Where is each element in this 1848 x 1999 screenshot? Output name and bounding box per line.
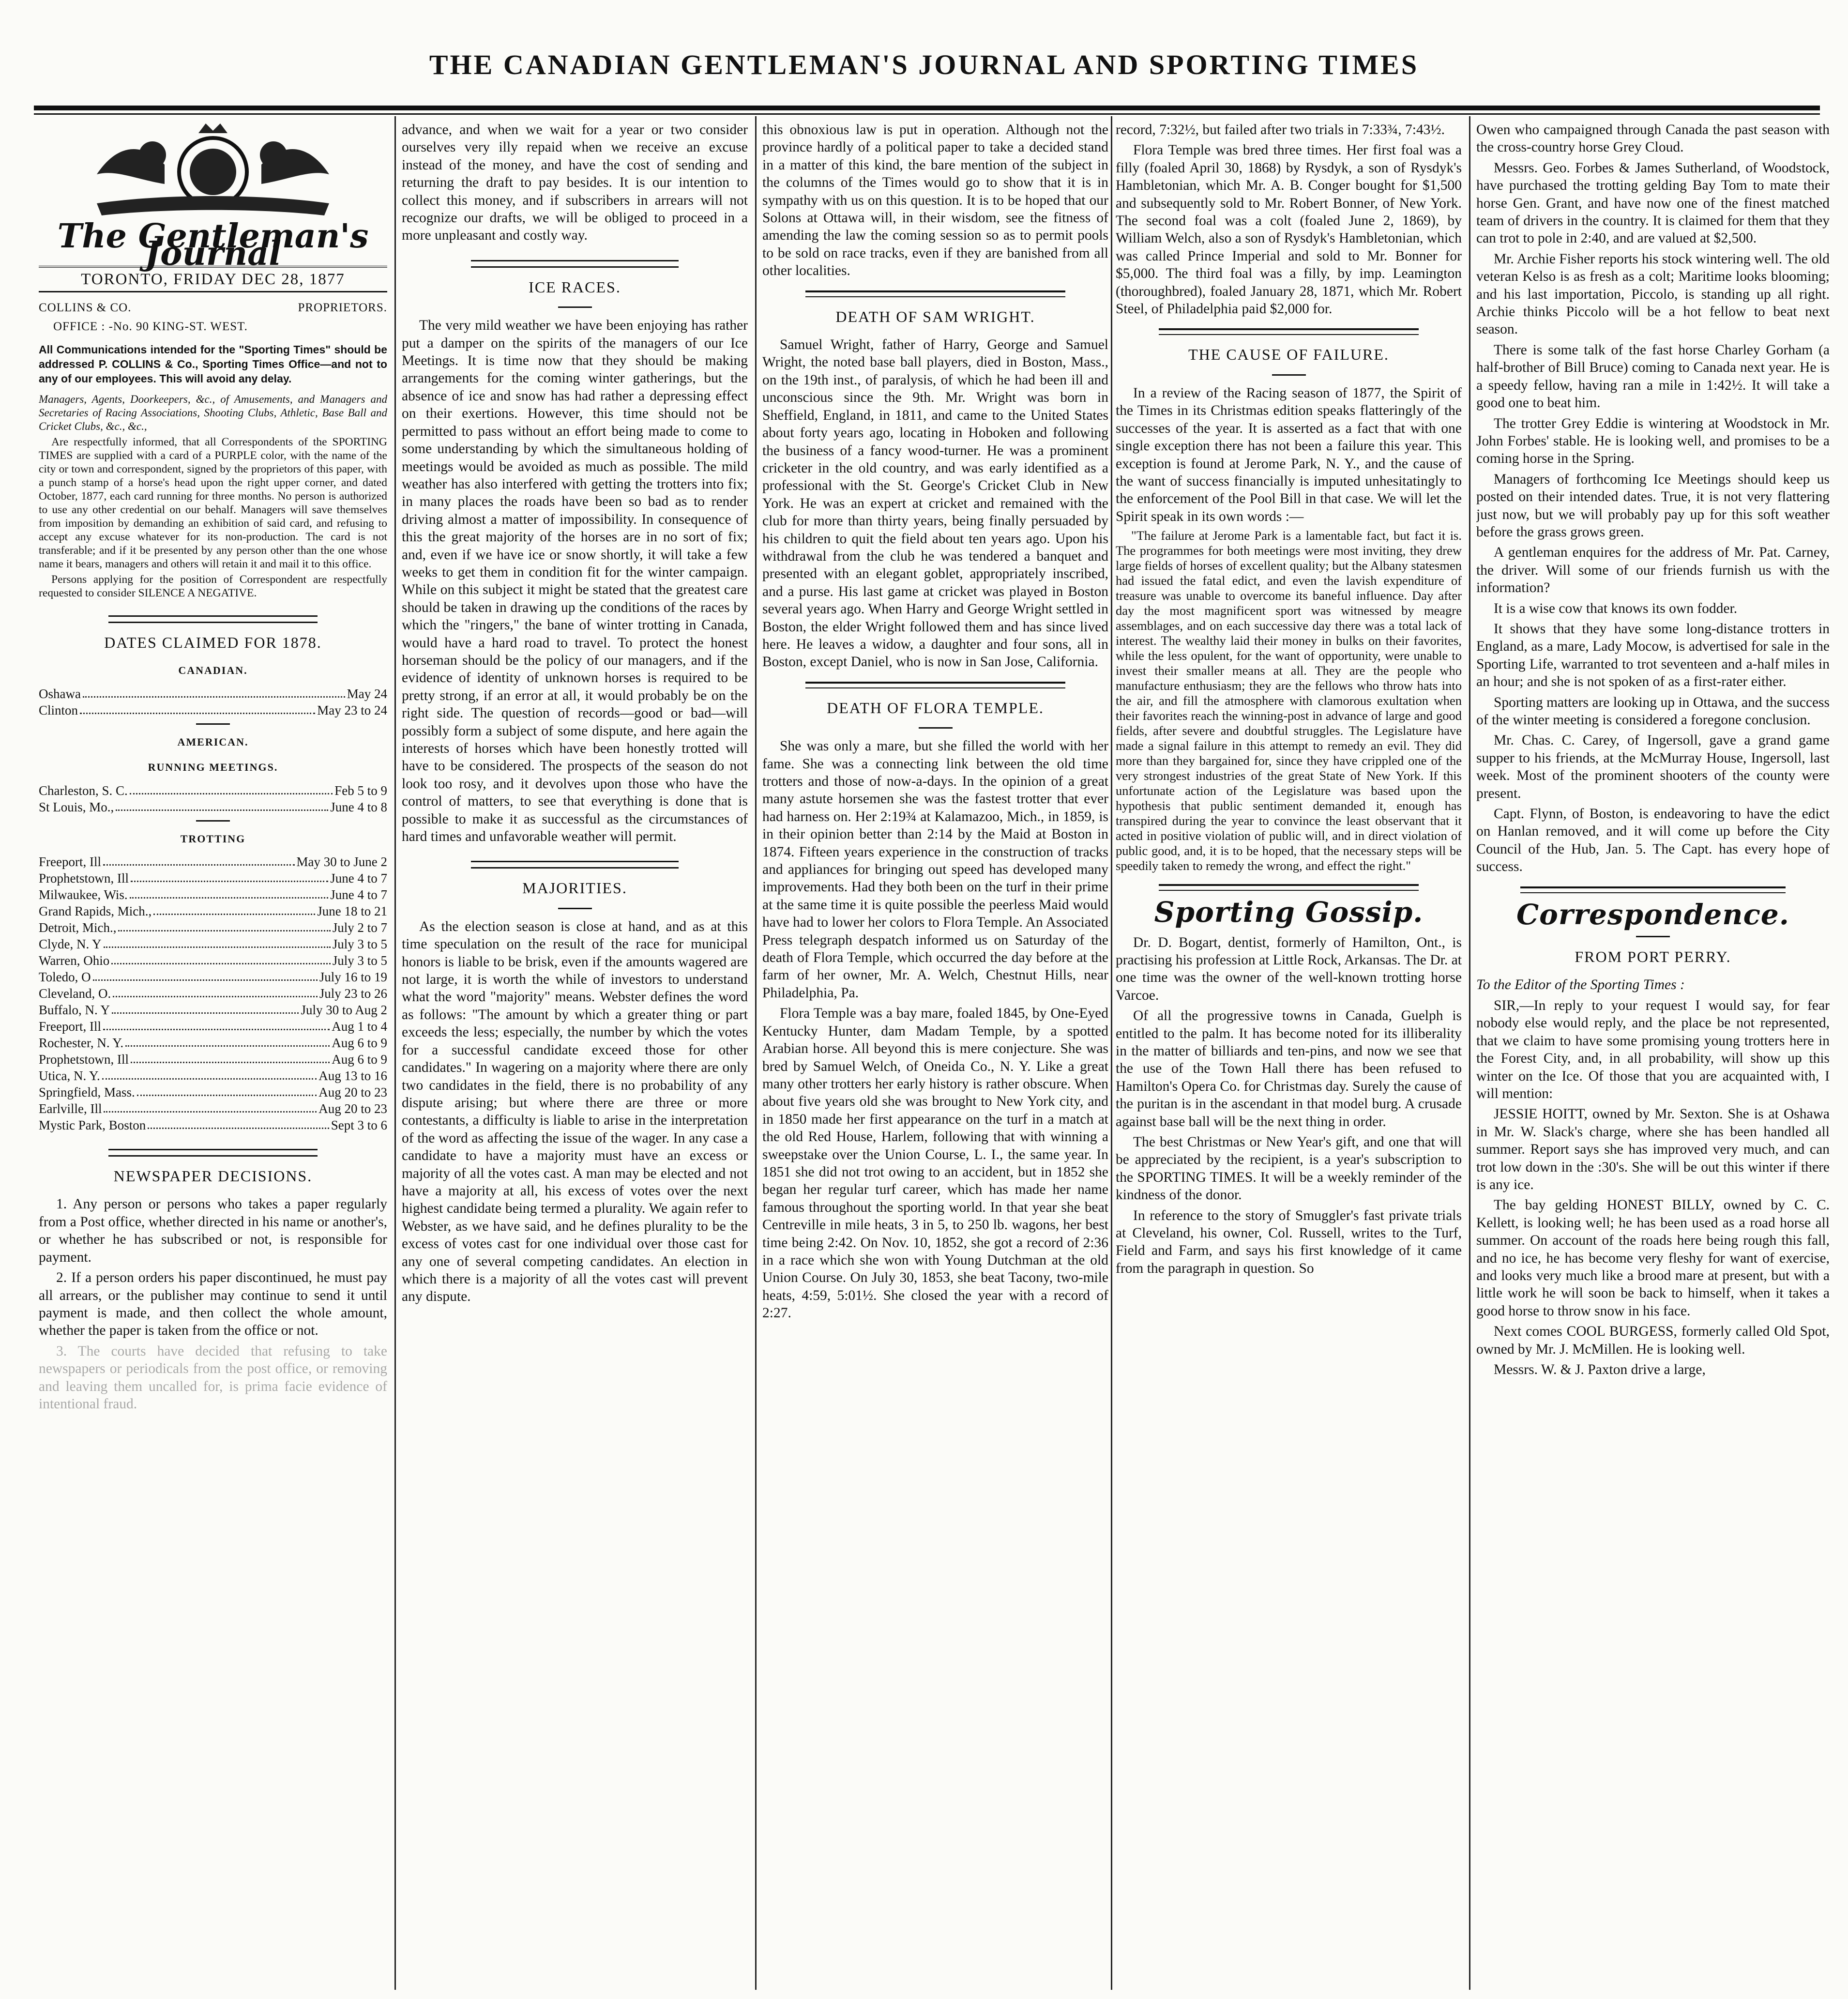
dot-leader <box>111 952 330 964</box>
dot-leader <box>116 799 328 811</box>
section-rule <box>471 861 679 869</box>
dot-leader <box>112 1002 299 1014</box>
dot-leader <box>130 782 333 794</box>
date-range: June 4 to 7 <box>330 887 387 902</box>
dot-leader <box>104 936 331 948</box>
date-claimed-row <box>39 799 387 815</box>
majorities-body: As the election season is close at hand, and as at this time speculation on the result of the race for municipal honors is liable to be brisk, even if the amounts wagered are not large, it is worth the while of investors to understand what the word "majority" means. Webster defines the word as follows: "The amount by which a greater thing or part exceeds the less; especially, the number by which the votes for a successful candidate exceed those for other candidates." In wagering on a majority where there are only two candidates in the field, there is no probability of any dispute arising; but where there are three or more contestants, a difficulty is liable to arise in the interpretation of the word as affecting the issue of the wager. In any case a candidate to have a majority must have an excess or majority of all the votes cast. A man may be elected and not have a majority at all, his excess of votes over the next highest candidate being termed a plurality. We again refer to Webster, as we have said, and he defines plurality to be the excess of votes cast for one individual over those cast for any one of several competing candidates. An election in which there is a majority of all the votes cast will prevent any dispute. <box>402 918 748 1305</box>
gossip-fisher: Mr. Archie Fisher reports his stock wintering well. The old veteran Kelso is as fresh as a colt; Maritime looks blooming; and his last importation, Piccolo, is standing up all right. Archie thinks Piccolo will be a hot fellow to beat next season. <box>1476 251 1830 337</box>
date-claimed-row <box>39 1100 387 1117</box>
date-place: Detroit, Mich., <box>39 920 117 935</box>
date-range: Aug 20 to 23 <box>318 1101 387 1116</box>
column-2 <box>402 121 748 1990</box>
date-range: Aug 1 to 4 <box>332 1019 387 1034</box>
date-place: Utica, N. Y. <box>39 1068 100 1083</box>
decision-2: 2. If a person orders his paper discontinued, he must pay all arrears, or the publisher may continue to send it until payment is made, and then collect the whole amount, whether the paper is taken from the office or not. <box>39 1270 387 1339</box>
dot-leader <box>103 1018 330 1030</box>
column-divider <box>1469 116 1470 1990</box>
dot-leader <box>83 686 345 698</box>
grey-cloud-paragraph: Owen who campaigned through Canada the past season with the cross-country horse Grey Cloud. <box>1476 122 1830 155</box>
masthead-rule-thin <box>34 113 1820 115</box>
date-claimed-row <box>39 952 387 969</box>
record-paragraph: record, 7:32½, but failed after two trials in 7:33¾, 7:43½. <box>1116 122 1445 137</box>
date-place: Cleveland, O. <box>39 986 111 1001</box>
section-rule <box>108 615 318 623</box>
cause-of-failure-body: In a review of the Racing season of 1877, the Spirit of the Times in its Christmas edition speaks flatteringly of the successes of the year. It is asserted as a fact that with one single exception there has not been a failure this year. This exception is found at Jerome Park, N. Y., and the cause of the want of success financially is imputed unhesitatingly to the enforcement of the Pool Bill in that case. We will let the Spirit speak in its own words :— <box>1116 385 1462 524</box>
column-5 <box>1476 121 1830 1990</box>
dot-leader <box>148 1117 329 1129</box>
column-divider <box>1111 116 1112 1990</box>
correspondence-heading: Correspondence. <box>1516 898 1789 931</box>
letter-body-5: Messrs. W. & J. Paxton drive a large, <box>1494 1362 1706 1377</box>
date-range: June 4 to 8 <box>330 799 387 814</box>
date-place: Oshawa <box>39 686 81 701</box>
date-claimed-row <box>39 1084 387 1100</box>
masthead: THE CANADIAN GENTLEMAN'S JOURNAL AND SPORTING TIMES <box>429 49 1419 80</box>
date-place: Milwaukee, Wis. <box>39 887 128 902</box>
date-place: Prophetstown, Ill <box>39 1052 129 1067</box>
divider <box>196 723 230 725</box>
date-claimed-row <box>39 1051 387 1068</box>
canadian-label: CANADIAN. <box>178 664 248 677</box>
running-dates-list <box>39 782 387 815</box>
dates-claimed-heading: DATES CLAIMED FOR 1878. <box>104 634 322 652</box>
arrears-paragraph: advance, and when we wait for a year or two consider ourselves very illy repaid when we receive an excuse instead of the money, and have the cost of sending and returning the draft to pay besides. It is our intention to collect this money, and if subscribers in arrears will not recognize our drafts, we will be obliged to proceed in a more unpleasant and costly way. <box>402 122 748 244</box>
date-claimed-row <box>39 686 387 702</box>
proprietors-name: COLLINS & CO. <box>39 301 132 315</box>
flora-temple-body-2: Flora Temple was a bay mare, foaled 1845, by One-Eyed Kentucky Hunter, dam Madam Temple, by a spotted Arabian horse. All beyond this is mere conjecture. She was bred by Samuel Welch, of Oneida Co., N. Y. Like a great many other trotters her early history is rather obscure. When about five years old she was brought to New York city, and in 1850 made her first appearance on the turf in a match at the old Red House, Harlem, following that with winning a sweepstake over the Union Course, L. I., the same year. In 1851 she did not trot owing to an accident, but in 1852 she began her regular turf career, which has made her name famous throughout the sporting world. In that year she beat Centreville in mile heats, 3 in 5, to 250 lb. wagons, her best time being 2:42. On Nov. 10, 1852, she got a record of 2:36 in a race which she won with Young Dutchman at the old Union Course. On July 30, 1853, she beat Tacony, two-mile heats, 4:59, 5:01½. She closed the year with a record of 2:27. <box>762 1006 1108 1321</box>
divider <box>1272 374 1306 376</box>
date-place: Freeport, Ill <box>39 1019 101 1034</box>
office-address: OFFICE : -No. 90 KING-ST. WEST. <box>53 320 248 333</box>
dot-leader <box>153 903 315 915</box>
sam-wright-body: Samuel Wright, father of Harry, George and Samuel Wright, the noted base ball players, died in Boston, Mass., on the 19th inst., of paralysis, of which he had been ill and unconscious since the 9th. Mr. Wright was born in Sheffield, England, in 1811, and came to the United States about forty years ago, locating in Hoboken and following the business of a fancy wood-turner. He was a prominent cricketer in the old country, and was early identified as a professional with the St. George's Cricket Club in New York. He was an expert at cricket and remained with the club for more than thirty years, being finally persuaded by his children to quit the field about ten years ago. Upon his withdrawal from the club he was tendered a banquet and presented with an elegant goblet, appropriately inscribed, and a purse. His last game at cricket was played in Boston several years ago. When Harry and George Wright settled in Boston, the elder Wright followed them and has since lived here. He leaves a widow, a daughter and four sons, all in Boston, except Daniel, who is now in San Jose, California. <box>762 337 1108 670</box>
date-range: July 2 to 7 <box>332 920 387 935</box>
date-range: July 3 to 5 <box>332 953 387 968</box>
running-meetings-label: RUNNING MEETINGS. <box>148 761 278 774</box>
dot-leader <box>93 969 318 981</box>
date-place: Buffalo, N. Y <box>39 1003 110 1018</box>
date-place: Warren, Ohio <box>39 953 110 968</box>
newspaper-decisions-heading: NEWSPAPER DECISIONS. <box>113 1167 313 1185</box>
canadian-dates-list <box>39 686 387 718</box>
flora-bred-paragraph: Flora Temple was bred three times. Her first foal was a filly (foaled April 30, 1868) by Rysdyk, a son of Rysdyk's Hambletonian, which Mr. A. B. Conger bought for $1,500 and subsequently sold to Mr. Robert Bonner, of New York. The second foal was a colt (foaled June 2, 1869), by William Welch, also a son of Rysdyk's Hambletonian, which was called Prince Imperial and sold to Mr. Bonner for $5,000. The third foal was a filly, by imp. Leamington (thoroughbred), foaled January 28, 1871, which Mr. Robert Steel, of Philadelphia paid $2,000 for. <box>1116 142 1462 317</box>
gossip-item-3: The best Christmas or New Year's gift, and one that will be appreciated by the recipient, is a year's subscription to the SPORTING TIMES. It will be a weekly reminder of the kindness of the donor. <box>1116 1134 1462 1203</box>
divider <box>1636 936 1670 937</box>
date-place: Springfield, Mass. <box>39 1085 135 1100</box>
section-rule <box>108 1149 318 1157</box>
date-range: June 18 to 21 <box>317 904 387 919</box>
section-rule <box>1159 328 1418 335</box>
column-divider <box>755 116 757 1990</box>
date-range: May 30 to June 2 <box>296 855 387 870</box>
letter-body-3: The bay gelding HONEST BILLY, owned by C. C. Kellett, is looking well; he has been used as a road horse all summer. On account of the roads here being rough this fall, and no ice, he has become very fleshy for want of exercise, and looks very much like a brood mare at present, but with a little work he will soon be back to himself, when it takes a good horse to throw snow in his face. <box>1476 1197 1830 1319</box>
dot-leader <box>103 854 295 866</box>
trotting-dates-list <box>39 854 387 1133</box>
decision-1: 1. Any person or persons who takes a paper regularly from a Post office, whether directed in his name or another's, or whether he has subscribed or not, is responsible for payment. <box>39 1196 387 1265</box>
gossip-ottawa: Sporting matters are looking up in Ottawa, and the success of the winter meeting is considered a foregone conclusion. <box>1476 694 1830 728</box>
divider <box>558 908 592 909</box>
sporting-gossip-heading: Sporting Gossip. <box>1154 896 1424 929</box>
gossip-item-4: In reference to the story of Smuggler's fast private trials at Cleveland, his owner, Col. Russell, writes to the Turf, Field and Farm, and says his first knowledge of it came from the paragraph in question. So <box>1116 1207 1462 1276</box>
american-label: AMERICAN. <box>177 735 249 748</box>
ice-races-body: The very mild weather we have been enjoying has rather put a damper on the spirits of the managers of our Ice Meetings. It is time now that they should be making arrangements for the coming winter gatherings, but the absence of ice and snow has had rather a depressing effect on their exertions. However, this time should not be permitted to pass without an effort being made to come to some understanding by which the simultaneous holding of meetings would be avoided as much as possible. The mild weather has also interfered with getting the trotters into fix; in many places the roads have been so bad as to render driving almost a matter of impossibility. In consequence of this the great majority of the horses are in no sort of fix; and, even if we have ice or snow shortly, it will take a few weeks to get them in condition fit for the winter campaign. While on this subject it might be stated that the greatest care should be taken in drawing up the conditions of the races by which the "ringers," the bane of winter trotting in Canada, would have a hard road to travel. To protect the honest horseman should be the policy of our managers, and if the evidence of identity of unknown horses is required to be pretty strong, if an error at all, it would probably be on the right side. The question of records—good or bad—will possibly form a subject of some dispute, and here again the interests of horses which have been honestly trotted will have to be considered. The prospects of the season do not look too rosy, and it devolves upon those who have the control of matters, to see that everything is done that is possible to make it as successful as the circumstances of hard times and unfavorable weather will permit. <box>402 318 748 845</box>
gossip-carey: Mr. Chas. C. Carey, of Ingersoll, gave a grand game supper to his friends, at the McMurray House, Ingersoll, last week. Most of the prominent shooters of the county were present. <box>1476 732 1830 801</box>
section-rule <box>805 682 1065 688</box>
cause-of-failure-heading: THE CAUSE OF FAILURE. <box>1188 346 1389 364</box>
trotting-label: TROTTING <box>180 832 246 845</box>
gossip-item-2: Of all the progressive towns in Canada, Guelph is entitled to the palm. It has become noted for its illiberality in the matter of billiards and ten-pins, and now we see that the use of the Town Hall there has been refused to Hamilton's Opera Co. for Christmas day. Surely the cause of the puritan is in the ascendant in that model burg. A crusade against base ball will be the next thing in order. <box>1116 1008 1462 1129</box>
managers-heading: Managers, Agents, Doorkeepers, &c., of Amusements, and Managers and Secretaries of Racing Associations, Shooting Clubs, Athletic, Base Ball and Cricket Clubs, &c., &c., <box>39 393 387 433</box>
date-claimed-row <box>39 854 387 870</box>
ice-races-heading: ICE RACES. <box>529 278 621 296</box>
dot-leader <box>137 1084 317 1096</box>
section-rule <box>805 290 1065 297</box>
letter-body-4: Next comes COOL BURGESS, formerly called Old Spot, owned by Mr. J. McMillen. He is looking well. <box>1476 1324 1830 1357</box>
proprietors-line <box>39 299 387 317</box>
pool-law-paragraph: this obnoxious law is put in operation. Although not the province hardly of a political paper to take a decided stand in a matter of this kind, the bare mention of the subject in the columns of the Times would go to show that it is in sympathy with us on this question. It is to be hoped that our Solons at Ottawa will, in their wisdom, see the fitness of amending the law the coming session so as to permit pools to be sold on race tracks, even if they are banished from all other localities. <box>762 122 1108 279</box>
date-claimed-row <box>39 1035 387 1051</box>
date-place: Clyde, N. Y <box>39 937 102 952</box>
date-range: Feb 5 to 9 <box>334 783 387 798</box>
date-place: Prophetstown, Ill <box>39 871 129 886</box>
royal-arms-logo-icon <box>68 121 358 223</box>
date-place: Rochester, N. Y. <box>39 1036 124 1051</box>
gossip-long-distance: It shows that they have some long-distance trotters in England, as a mare, Lady Mocow, is advertised for sale in the Sporting Life, warranted to trot seventeen and a-half miles in an hour; and she is not spoken of as a first-rater either. <box>1476 621 1830 690</box>
column-4 <box>1116 121 1462 1990</box>
date-claimed-row <box>39 782 387 799</box>
date-place: Charleston, S. C. <box>39 783 128 798</box>
column-divider <box>394 116 396 1990</box>
dot-leader <box>131 870 328 882</box>
gossip-forbes: Messrs. Geo. Forbes & James Sutherland, of Woodstock, have purchased the trotting gelding Bay Tom to mate their horse Gen. Grant, and have now one of the finest matched team of drivers in the country. It is claimed for them that they can trot to pole in 2:40, and are valued at $2,500. <box>1476 160 1830 246</box>
date-claimed-row <box>39 985 387 1002</box>
letter-body-1: SIR,—In reply to your request I would say, for fear nobody else would reply, and the place be not represented, that we claim to have some promising young trotters here in the Forest City, and, in all probability, will show up this winter on the Ice. Of those that you are acquainted with, I will mention: <box>1476 997 1830 1101</box>
date-place: Clinton <box>39 702 78 717</box>
port-perry-heading: FROM PORT PERRY. <box>1575 948 1731 966</box>
flora-temple-heading: DEATH OF FLORA TEMPLE. <box>827 699 1044 717</box>
date-range: July 16 to 19 <box>319 970 387 985</box>
date-range: Aug 6 to 9 <box>332 1036 387 1051</box>
date-place: Toledo, O <box>39 970 91 985</box>
date-claimed-row <box>39 1018 387 1035</box>
date-claimed-row <box>39 702 387 718</box>
section-rule <box>471 260 679 268</box>
date-range: May 24 <box>347 686 387 701</box>
flora-temple-body-1: She was only a mare, but she filled the world with her fame. She was a connecting link between the old time trotters and those of now-a-days. In the opinion of a great many astute horsemen she was the fastest trotter that ever had harness on. Her 2:19¾ at Kalamazoo, Mich., in 1859, is in their opinion better than 2:14 by the Maid at Boston in 1874. Fifteen years experience in the construction of tracks and appliances for bringing out speed has developed many improvements. Had they both been on the turf in their prime at the same time it is quite possible the peerless Maid would have had to lower her colors to Flora Temple. An Associated Press telegraph despatch informed us on Saturday of the death of Flora Temple, which occurred the day before at the farm of her owner, Mr. A. Welch, Chestnut Hills, near Philadelphia, Pa. <box>762 738 1108 1001</box>
divider <box>196 820 230 822</box>
gossip-gorham: There is some talk of the fast horse Charley Gorham (a half-brother of Bill Bruce) coming to Canada next year. He is a speedy fellow, having ran a mile in 1:42½. It will take a good one to beat him. <box>1476 342 1830 411</box>
decision-3: 3. The courts have decided that refusing to take newspapers or periodicals from the post office, or removing and leaving them uncalled for, is prima facie evidence of intentional fraud. <box>39 1343 387 1412</box>
gossip-ice-meetings: Managers of forthcoming Ice Meetings should keep us posted on their intended dates. True, it is not very flattering just now, but we will probably pay up for this soft weather before the grass grows green. <box>1476 471 1830 540</box>
column-3 <box>762 121 1108 1990</box>
date-claimed-row <box>39 1068 387 1084</box>
date-claimed-row <box>39 903 387 919</box>
section-rule <box>1159 884 1418 891</box>
date-range: July 23 to 26 <box>319 986 387 1001</box>
dot-leader <box>131 1051 330 1063</box>
dateline: TORONTO, FRIDAY DEC 28, 1877 <box>39 266 387 292</box>
section-rule <box>1520 886 1786 893</box>
date-place: Earlville, Ill <box>39 1101 102 1116</box>
dot-leader <box>80 702 315 714</box>
date-claimed-row <box>39 969 387 985</box>
gossip-wise-cow: It is a wise cow that knows its own fodder. <box>1494 600 1738 616</box>
date-place: Mystic Park, Boston <box>39 1118 146 1133</box>
proprietors-label: PROPRIETORS. <box>298 301 387 315</box>
letter-salutation: To the Editor of the Sporting Times : <box>1476 977 1685 993</box>
gossip-item-1: Dr. D. Bogart, dentist, formerly of Hamilton, Ont., is practising his profession at Little Rock, Arkansas. The Dr. at one time was the owner of the well-known trotting horse Varcoe. <box>1116 934 1462 1003</box>
spirit-quote: "The failure at Jerome Park is a lamentable fact, but fact it is. The programmes for both meetings were most inviting, they drew large fields of horses of excellent quality; but the Albany statesmen had issued the fatal edict, and even the lavish expenditure of treasure was unable to overcome its baneful influence. Day after day the most magnificent sport was witnessed by meagre assemblages, and on each successive day there was a total lack of interest. The wealthy laid their money in bulks on their favorites, while the less opulent, for the want of opportunity, were unable to invest their smaller means at all. They are the people who manufacture enthusiasm; they are the fellows who throw hats into the air, and fill the atmosphere with clamorous exultation when their favorites reach the winning-post in advance of large and good fields, after severe and doubtful struggles. The Legislature have made a signal failure in this attempt to remedy an evil. They did more than they bargained for, since they have crippled one of the very strongest industries of the great State of New York. If this unfortunate action of the Legislature was based upon the hypothesis that public sentiment demanded it, enough has transpired during the year to convince the least observant that it acted in positive violation of public will, and in direct violation of public good, and, it is to be hoped, that the necessary steps will be speedily taken to remedy the wrong, and effect the right." <box>1116 528 1462 873</box>
date-claimed-row <box>39 886 387 903</box>
divider <box>919 727 953 729</box>
date-range: Aug 6 to 9 <box>332 1052 387 1067</box>
date-claimed-row <box>39 1002 387 1018</box>
date-range: Aug 20 to 23 <box>318 1085 387 1100</box>
date-range: Sept 3 to 6 <box>331 1118 387 1133</box>
gossip-flynn: Capt. Flynn, of Boston, is endeavoring to have the edict on Hanlan removed, and it will come up before the City Council of the Hub, Jan. 5. The Capt. has every hope of success. <box>1476 806 1830 875</box>
dot-leader <box>104 1100 317 1113</box>
date-range: May 23 to 24 <box>317 702 387 717</box>
dot-leader <box>125 1035 330 1047</box>
date-place: St Louis, Mo., <box>39 799 114 814</box>
majorities-heading: MAJORITIES. <box>522 879 627 897</box>
dot-leader <box>102 1068 317 1080</box>
dot-leader <box>113 985 318 997</box>
managers-footer: Persons applying for the position of Correspondent are respectfully requested to consider SILENCE A NEGATIVE. <box>39 573 387 600</box>
date-claimed-row <box>39 870 387 886</box>
journal-title: The Gentleman's Journal <box>57 217 369 274</box>
masthead-rule <box>34 106 1820 110</box>
column-1 <box>39 121 387 1990</box>
communications-notice: All Communications intended for the "Sporting Times" should be addressed P. COLLINS & Co., Sporting Times Office—and not to any of our employees. This will avoid any delay. <box>39 343 387 385</box>
letter-body-2: JESSIE HOITT, owned by Mr. Sexton. She is at Oshawa in Mr. W. Slack's charge, where she has been handled all summer. Report says she has improved very much, and can trot low down in the :30's. She will be out this winter if there is any ice. <box>1476 1106 1830 1192</box>
date-range: June 4 to 7 <box>330 871 387 886</box>
date-range: July 3 to 5 <box>332 937 387 952</box>
dot-leader <box>130 886 329 899</box>
gossip-carney: A gentleman enquires for the address of Mr. Pat. Carney, the driver. Will some of our friends furnish us with the information? <box>1476 545 1830 596</box>
date-claimed-row <box>39 1117 387 1133</box>
dot-leader <box>118 919 330 931</box>
date-claimed-row <box>39 936 387 952</box>
date-range: July 30 to Aug 2 <box>301 1003 387 1018</box>
date-range: Aug 13 to 16 <box>318 1068 387 1083</box>
gossip-grey-eddie: The trotter Grey Eddie is wintering at Woodstock in Mr. John Forbes' stable. He is looking well, and promises to be a coming horse in the Spring. <box>1476 415 1830 467</box>
managers-body: Are respectfully informed, that all Correspondents of the SPORTING TIMES are supplied with a card of a PURPLE color, with the name of the city or town and correspondent, signed by the proprietors of this paper, with a punch stamp of a horse's head upon the right upper corner, and dated October, 1877, each card running for three months. No person is authorized to use any other credential on our behalf. Managers will save themselves from imposition by demanding an exhibition of said card, and refusing to accept any excuse whatever for its non-production. The card is not transferable; and if it be presented by any person other than the one whose name it bears, managers and others will retain it and mail it to this office. <box>39 436 387 571</box>
divider <box>558 306 592 308</box>
date-place: Grand Rapids, Mich., <box>39 904 152 919</box>
date-claimed-row <box>39 919 387 936</box>
sam-wright-heading: DEATH OF SAM WRIGHT. <box>835 307 1035 325</box>
date-place: Freeport, Ill <box>39 855 101 870</box>
